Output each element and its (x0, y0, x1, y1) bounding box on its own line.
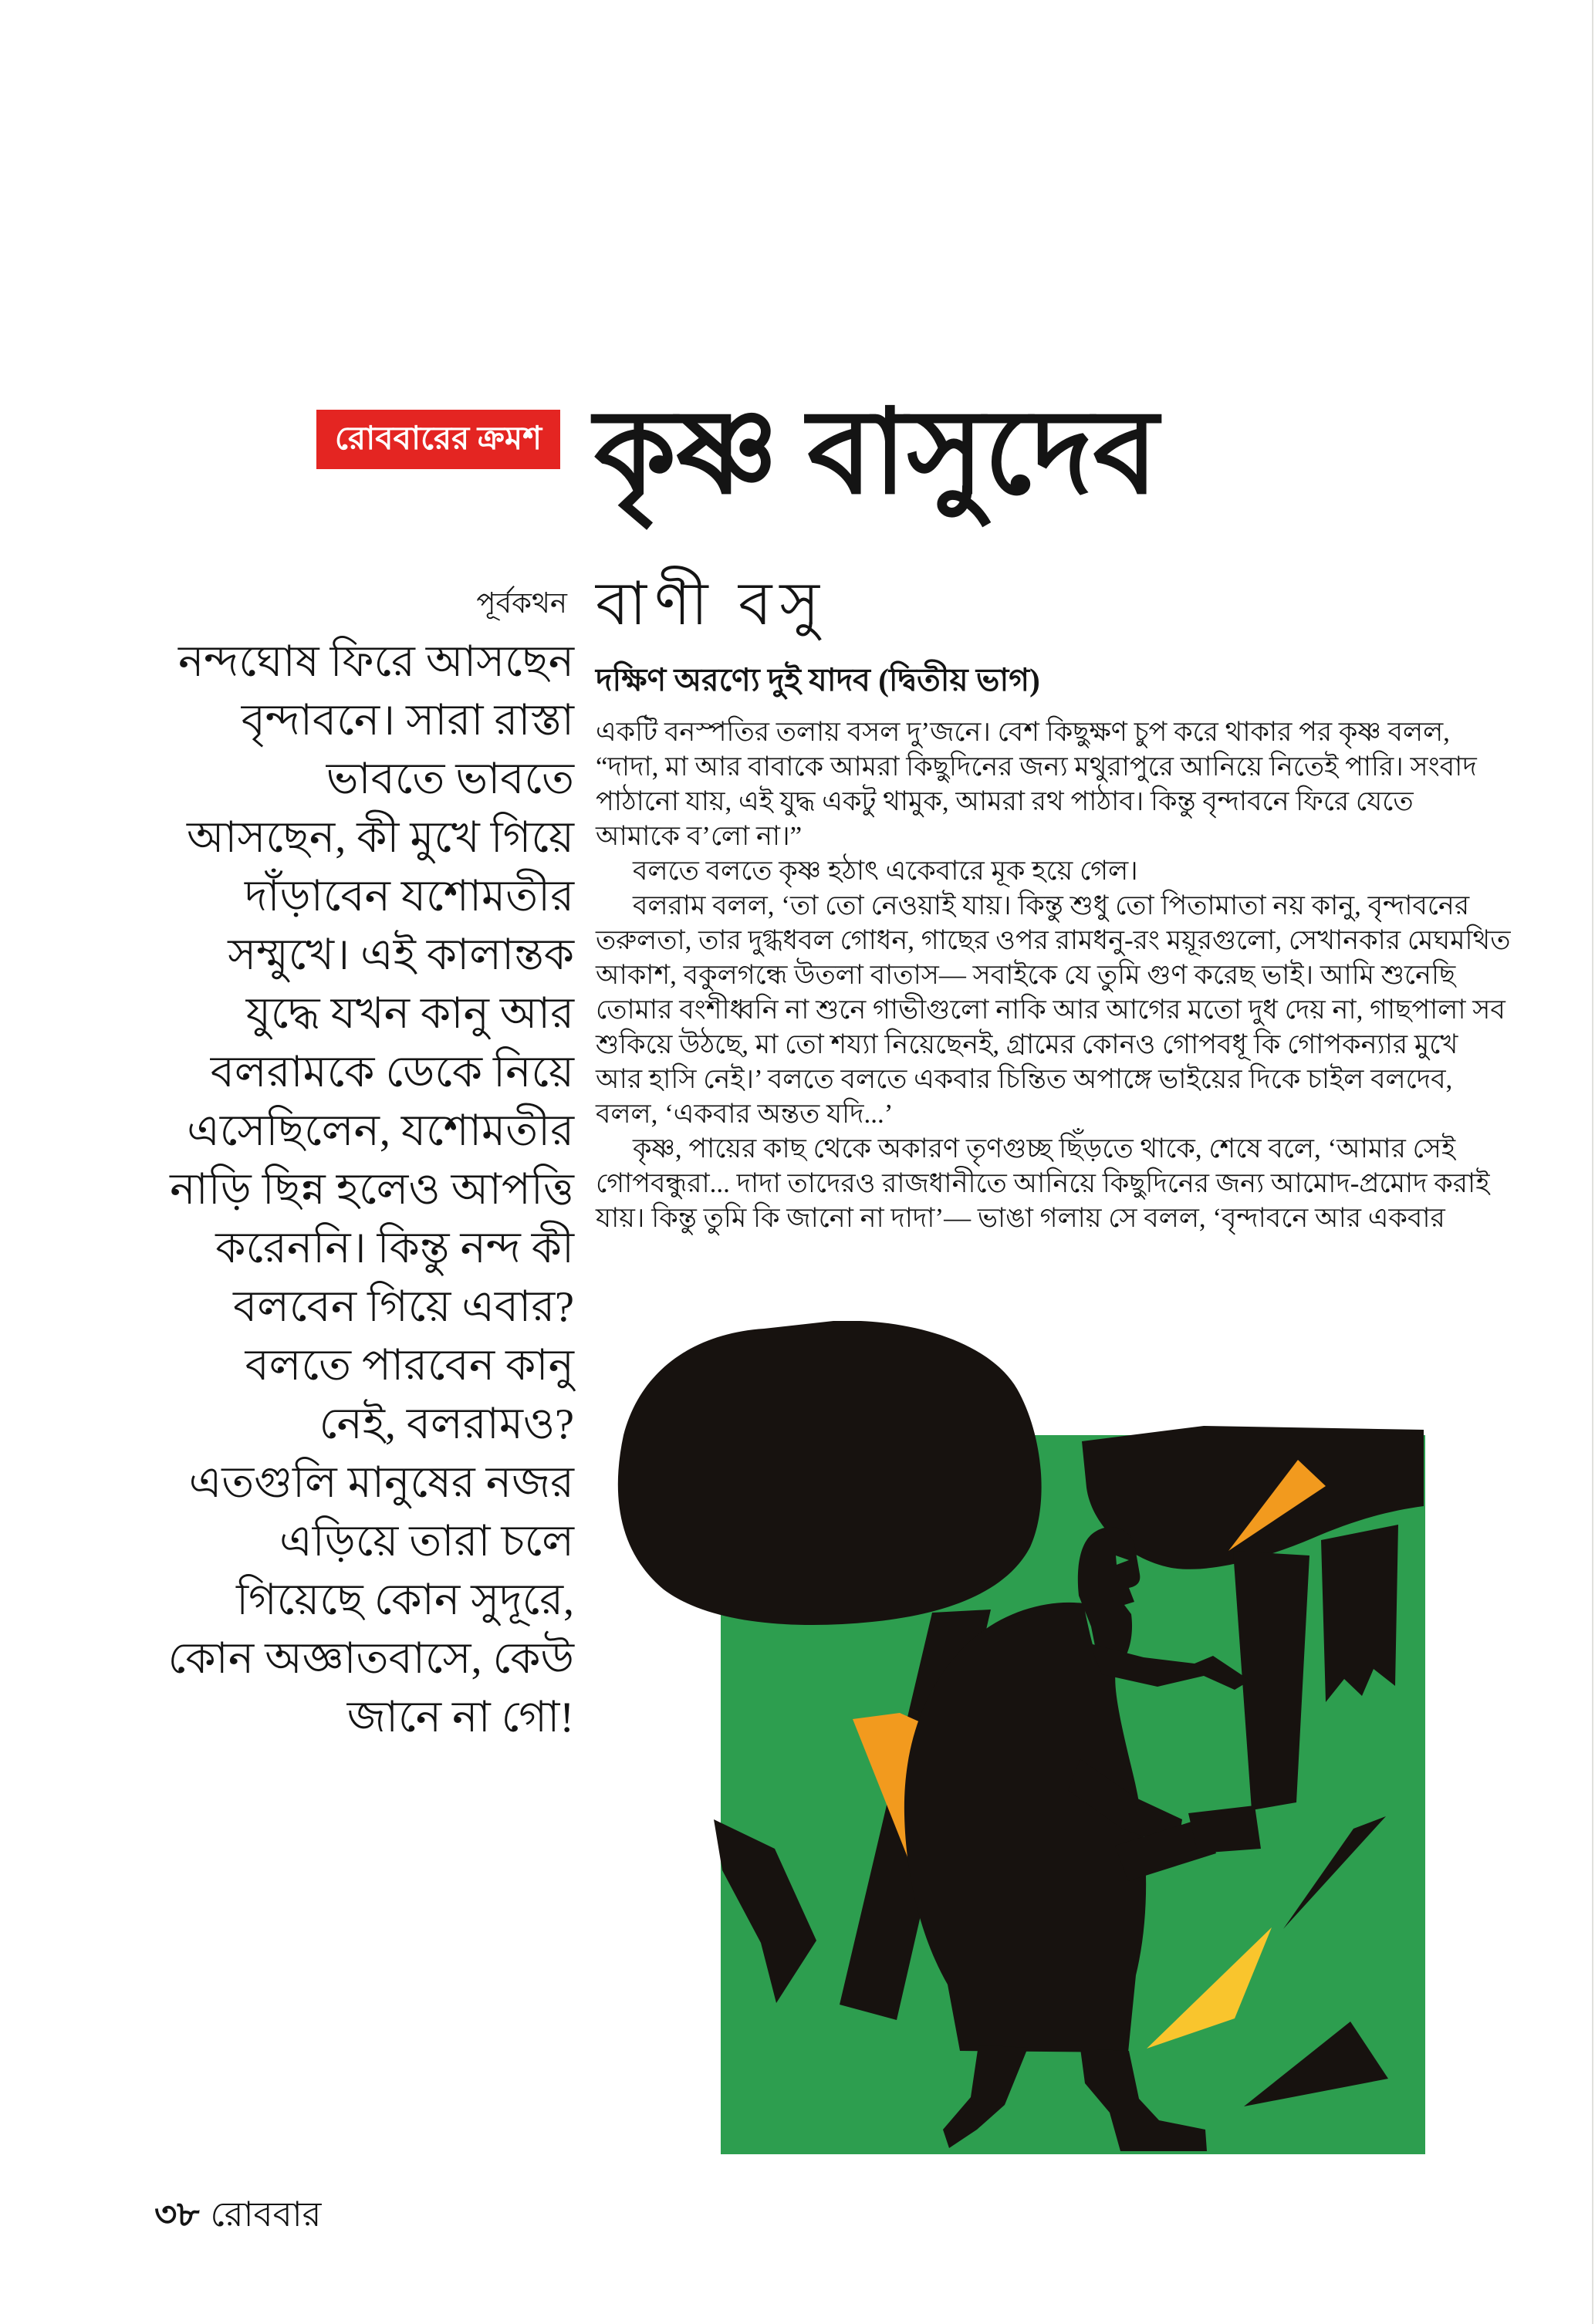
body-text-line: আমাকে ব’লো না।” (596, 821, 803, 851)
pull-quote-column (140, 633, 574, 1747)
pull-quote-line: নেই, বলরামও? (319, 1400, 574, 1448)
body-text-line: পাঠানো যায়, এই যুদ্ধ একটু থামুক, আমরা রথ পাঠাব। কিন্তু বৃন্দাবনে ফিরে যেতে (596, 786, 1414, 816)
body-text-line: বলরাম বলল, ‘তা তো নেওয়াই যায়। কিন্তু শুধু তো পিতামাতা নয় কানু, বৃন্দাবনের (633, 890, 1470, 920)
body-text-line: কৃষ্ণ, পায়ের কাছ থেকে অকারণ তৃণগুচ্ছ ছিঁড়তে থাকে, শেষে বলে, ‘আমার সেই (633, 1133, 1456, 1164)
pull-quote-line: দাঁড়াবেন যশোমতীর (244, 873, 574, 920)
right-tree-strip-right (1321, 1525, 1398, 1702)
story-subtitle: দক্ষিণ অরণ্যে দুই যাদব (দ্বিতীয় ভাগ) (596, 662, 1040, 698)
body-text-line: বলতে বলতে কৃষ্ণ হঠাৎ একেবারে মূক হয়ে গেল। (633, 856, 1138, 886)
cut-paper-illustration (613, 1321, 1462, 2159)
pull-quote-line: এতগুলি মানুষের নজর (188, 1459, 574, 1507)
body-text-line: তরুলতা, তার দুগ্ধধবল গোধন, গাছের ওপর রামধনু-রং ময়ূরগুলো, সেখানকার মেঘমথিত (596, 925, 1511, 955)
body-text-line: গোপবন্ধুরা... দাদা তাদেরও রাজধানীতে আনিয়ে কিছুদিনের জন্য আমোদ-প্রমোদ করাই (596, 1168, 1490, 1198)
pull-quote-line: বৃন্দাবনে। সারা রাস্তা (241, 697, 574, 745)
pull-quote-line: আসছেন, কী মুখে গিয়ে (187, 814, 574, 862)
pull-quote-line: কোন অজ্ঞাতবাসে, কেউ (167, 1635, 574, 1683)
pull-quote-line: গিয়েছে কোন সুদূরে, (236, 1576, 574, 1624)
pull-quote-line: এসেছিলেন, যশোমতীর (187, 1107, 574, 1155)
pull-quote-line: বলতে পারবেন কানু (245, 1342, 574, 1390)
pull-quote-line: ভাবতে ভাবতে (326, 755, 574, 803)
pull-quote-line: নাড়ি ছিন্ন হলেও আপত্তি (170, 1166, 574, 1214)
body-text-column (596, 714, 1511, 1235)
pull-quote-line: নন্দঘোষ ফিরে আসছেন (178, 638, 574, 686)
prelude-label: পূর্বকথন (476, 588, 567, 620)
magazine-name: রোববার (210, 2195, 322, 2234)
scan-edge-line (1592, 0, 1593, 2324)
pull-quote-line: বলবেন গিয়ে এবার? (233, 1283, 574, 1331)
pull-quote-line: করেননি। কিন্তু নন্দ কী (215, 1224, 574, 1272)
pull-quote-line: জানে না গো! (346, 1694, 574, 1741)
body-text-line: তোমার বংশীধ্বনি না শুনে গাভীগুলো নাকি আর আগের মতো দুধ দেয় না, গাছপালা সব (596, 995, 1505, 1025)
body-text-line: বলল, ‘একবার অন্তত যদি...’ (596, 1099, 894, 1129)
kicker-badge: রোববারের ক্রমশ (316, 410, 560, 469)
page-title: কৃষ্ণ বাসুদেব (594, 388, 1158, 518)
pull-quote-line: বলরামকে ডেকে নিয়ে (210, 1049, 574, 1096)
body-text-line: আকাশ, বকুলগন্ধে উতলা বাতাস— সবাইকে যে তুমি গুণ করেছ ভাই। আমি শুনেছি (596, 960, 1456, 990)
body-text-line: একটি বনস্পতির তলায় বসল দু’জনে। বেশ কিছুক্ষণ চুপ করে থাকার পর কৃষ্ণ বলল, (596, 717, 1450, 747)
page-number: ৩৮ (154, 2195, 200, 2234)
held-piece-right (1188, 1805, 1261, 1853)
author-name: বাণী বসু (596, 570, 827, 637)
body-text-line: যায়। কিন্তু তুমি কি জানো না দাদা’— ভাঙা গলায় সে বলল, ‘বৃন্দাবনে আর একবার (596, 1203, 1445, 1233)
pull-quote-line: যুদ্ধে যখন কানু আর (245, 990, 574, 1038)
body-text-line: “দাদা, মা আর বাবাকে আমরা কিছুদিনের জন্য মথুরাপুরে আনিয়ে নিতেই পারি। সংবাদ (596, 752, 1477, 782)
body-text-line: শুকিয়ে উঠছে, মা তো শয্যা নিয়েছেনই, গ্রামের কোনও গোপবধূ কি গোপকন্যার মুখে (596, 1029, 1458, 1059)
pull-quote-line: সম্মুখে। এই কালান্তক (228, 931, 574, 979)
left-tree-canopy (618, 1321, 1042, 1625)
page-footer (154, 2188, 321, 2246)
body-text-line: আর হাসি নেই।’ বলতে বলতে একবার চিন্তিত অপাঙ্গে ভাইয়ের দিকে চাইল বলদেব, (596, 1064, 1453, 1094)
pull-quote-line: এড়িয়ে তারা চলে (279, 1518, 574, 1566)
